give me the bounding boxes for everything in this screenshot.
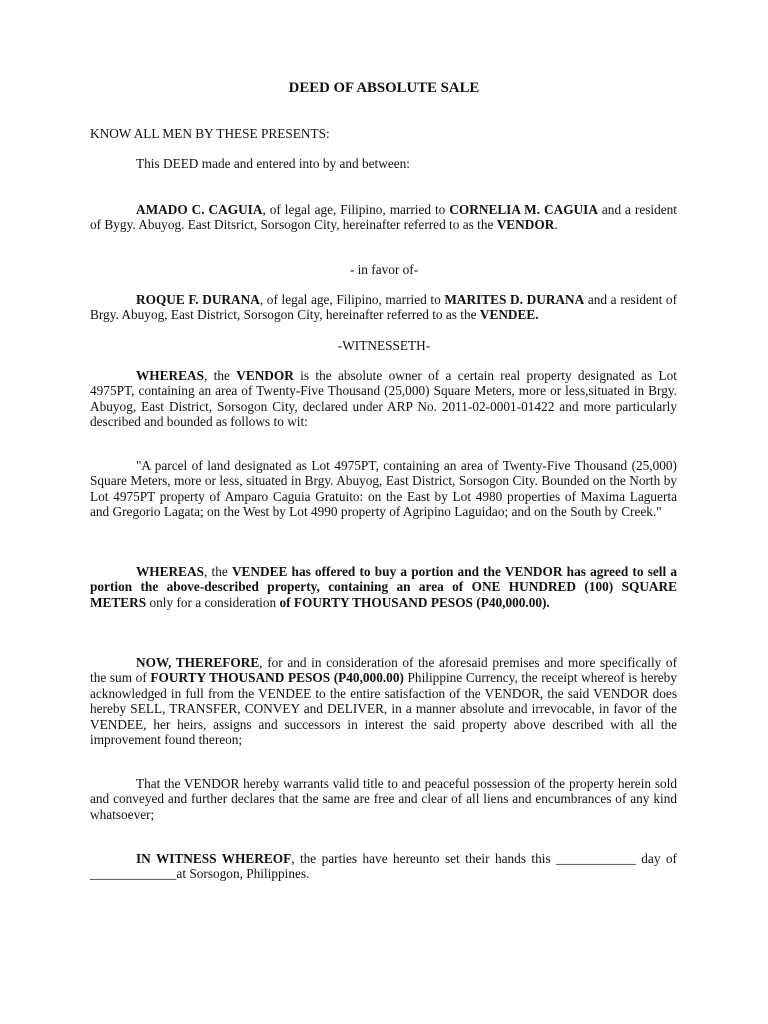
text-run: is the absolute owner of a certain real property designated as Lot 4975PT, containing an area of Twenty-Five Thousand (25,000) Square Meters, more or less,situated in Brgy. Abuyog, East District, Sorsogon City, declared under ARP No. 2011-02-0001-01422 and more particularly described and bounded as follows to wit: xyxy=(90,368,677,430)
opening-line: KNOW ALL MEN BY THESE PRESENTS: xyxy=(90,126,330,141)
bold-text-run: VENDEE has offered to buy a portion and the VENDOR has agreed to sell a portion the above-described property, containing an area of ONE HUNDRED (100) SQUARE METERS xyxy=(90,564,677,610)
text-run: and a resident of Brgy. Abuyog, East District, Sorsogon City, hereinafter referred to as the xyxy=(90,292,677,323)
warranty-paragraph: That the VENDOR hereby warrants valid title to and peaceful possession of the property herein sold and conveyed and further declares that the same are free and clear of all liens and encumbrances of any kind whatsoever; xyxy=(90,776,677,822)
text-run: , the parties have hereunto set their hands this ____________ day of _____________at Sorsogon, Philippines. xyxy=(90,851,677,882)
document-title: DEED OF ABSOLUTE SALE xyxy=(288,80,480,96)
property-description: "A parcel of land designated as Lot 4975PT, containing an area of Twenty-Five Thousand (25,000) Square Meters, more or less, situated in Brgy. Abuyog, East District, Sorsogon City. Bounded on the North by Lot 4975PT property of Amparo Caguia Gratuito: on the East by Lot 4980 properties of Maxima Laguerta and Gregorio Lagata; on the West by Lot 4990 property of Agripino Laguidao; and on the South by Creek." xyxy=(90,458,677,520)
in-witness-paragraph xyxy=(90,851,677,882)
text-run: only for a consideration xyxy=(146,594,280,610)
bold-text-run: VENDOR xyxy=(496,217,555,233)
whereas-vendor-paragraph xyxy=(90,368,677,430)
witnesseth-heading: -WITNESSETH- xyxy=(337,338,431,353)
bold-text-run: WHEREAS xyxy=(136,368,204,383)
bold-text-run: IN WITNESS WHEREOF xyxy=(136,851,292,866)
bold-text-run: CORNELIA M. CAGUIA xyxy=(449,202,598,217)
text-run: . xyxy=(554,217,558,233)
bold-text-run: VENDEE. xyxy=(479,307,539,323)
vendor-paragraph xyxy=(90,202,677,233)
bold-text-run: ROQUE F. DURANA xyxy=(136,292,260,307)
whereas-vendee-paragraph xyxy=(90,564,677,610)
text-run: , of legal age, Filipino, married to xyxy=(259,292,445,307)
text-run: and a resident of Bygy. Abuyog. East Ditsrict, Sorsogon City, hereinafter referred to as the xyxy=(90,202,677,233)
bold-text-run: NOW, THEREFORE xyxy=(136,655,260,670)
text-run: , the xyxy=(203,368,237,383)
now-therefore-paragraph xyxy=(90,655,677,747)
text-run: , the xyxy=(203,564,232,579)
bold-text-run: WHEREAS xyxy=(136,564,204,579)
bold-text-run: of FOURTY THOUSAND PESOS (P40,000.00). xyxy=(279,594,550,610)
intro-paragraph: This DEED made and entered into by and between: xyxy=(136,156,410,171)
text-run: , of legal age, Filipino, married to xyxy=(262,202,450,217)
bold-text-run: AMADO C. CAGUIA xyxy=(136,202,263,217)
text-run: , for and in consideration of the aforesaid premises and more specifically of the sum of xyxy=(90,655,678,686)
in-favor-of-line: - in favor of- xyxy=(349,262,419,277)
text-run: Philippine Currency, the receipt whereof is hereby acknowledged in full from the VENDEE to the entire satisfaction of the VENDOR, the said VENDOR does hereby SELL, TRANSFER, CONVEY and DELIVER, in a manner absolute and irrevocable, in favor of the VENDEE, her heirs, assigns and successors in interest the said property above described with all the improvement found thereon; xyxy=(90,670,677,748)
bold-text-run: VENDOR xyxy=(236,368,294,383)
bold-text-run: MARITES D. DURANA xyxy=(444,292,585,307)
vendee-paragraph xyxy=(90,292,677,323)
bold-text-run: FOURTY THOUSAND PESOS (P40,000.00) xyxy=(150,670,404,686)
